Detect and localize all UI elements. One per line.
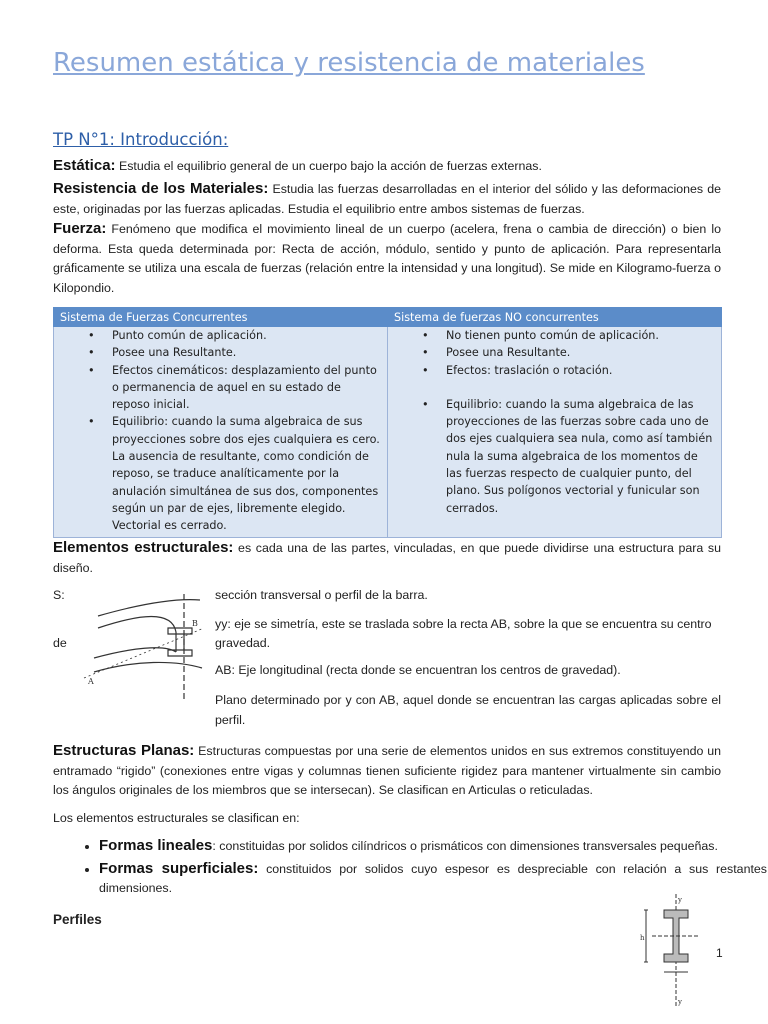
term-label: Estática: [53, 157, 116, 174]
force-systems-table [53, 307, 722, 538]
yy-text: yy: eje se simetría, este se traslada sobre la recta AB, sobre la que se encuentra su centro [215, 617, 712, 631]
document-title: Resumen estática y resistencia de materiales [53, 48, 645, 78]
list-spacer [446, 379, 715, 396]
ab-text: AB: Eje longitudinal (recta donde se encuentran los centros de gravedad). [215, 663, 621, 677]
definition-resistencia [53, 179, 721, 219]
table-header: Sistema de fuerzas NO concurrentes [388, 308, 722, 327]
svg-text:y: y [678, 998, 682, 1006]
tp-heading: TP N°1: Introducción: [53, 130, 229, 149]
list-item: • Posee una Resultante. [446, 344, 715, 361]
i-beam-profile-figure [638, 892, 702, 1010]
term-label: Estructuras Planas: [53, 742, 195, 759]
svg-text:A: A [88, 677, 94, 686]
gravedad-text: gravedad. [215, 636, 271, 650]
definition-text: Fenómeno que modifica el movimiento lineal de un cuerpo (acelera, frena o cambia de dirección) o bien lo deforma. Esta queda determinada por: Recta de acción, módulo, sentido y punto de aplicación. Para representarla gráficamente se utiliza una escala de fuerzas (relación entre la intensidad y una longitud). Se mide en Kilogramo-fuerza o Kilopondio. [53, 222, 721, 295]
svg-text:y: y [678, 896, 682, 904]
page-number: 1 [716, 946, 723, 960]
list-item: • Equilibrio: cuando la suma algebraica de sus proyecciones sobre dos ejes cualquiera es cero. La ausencia de resultante, como condición de reposo, se traduce analíticamente por la anulación simultánea de sus dos, componentes según un par de ejes, libremente elegido. Vectorial es cerrado. [112, 413, 381, 534]
definition-elementos [53, 538, 721, 578]
term-label: Fuerza: [53, 220, 107, 237]
list-item: • Efectos: traslación o rotación. [446, 362, 715, 379]
definition-estructuras [53, 741, 721, 801]
plano-text: Plano determinado por y con AB, aquel donde se encuentran las cargas aplicadas sobre el perfil. [215, 693, 721, 727]
s-text: sección transversal o perfil de la barra. [215, 588, 428, 602]
table-cell-no-concurrentes [388, 327, 722, 538]
table-header: Sistema de Fuerzas Concurrentes [54, 308, 388, 327]
svg-text:h: h [640, 934, 645, 942]
s-label: S: [53, 588, 65, 602]
list-item: • No tienen punto común de aplicación. [446, 327, 715, 344]
definition-text: constituidos por solidos cuyo espesor es despreciable con relación a sus restantes dimensiones. [99, 861, 767, 896]
list-item: • Efectos cinemáticos: desplazamiento del punto o permanencia de aquel en su estado de reposo inicial. [112, 362, 381, 414]
term-label: Formas lineales [99, 837, 213, 854]
de-label: de [53, 636, 67, 650]
definition-text: Estudia las fuerzas desarrolladas en el interior del sólido y las deformaciones de este, originadas por las fuerzas aplicadas. Estudia el equilibrio entre ambos sistemas de fuerzas. [53, 182, 721, 216]
definition-text: Estructuras compuestas por una serie de elementos unidos en sus extremos constituyendo un entramado “rigido” (conexiones entre vigas y columnas tienen suficiente rigidez para mantener virtualmente sin cambio los ángulos originales de los miembros que se intersecan). Se clasifican en Articulas o reticuladas. [53, 744, 722, 798]
term-label: Elementos estructurales: [53, 539, 234, 556]
list-item: • Equilibrio: cuando la suma algebraica de las proyecciones de las fuerzas sobre cada uno de dos ejes cualquiera sea nula, como así también nula la suma algebraica de los momentos de las fuerzas respecto de cualquier punto, del plano. Sus polígonos vectorial y funicular son cerrados. [446, 396, 715, 517]
svg-text:B: B [192, 619, 198, 628]
definition-text: es cada una de las partes, vinculadas, en que puede dividirse una estructura para su diseño. [53, 541, 721, 575]
perfiles-heading: Perfiles [53, 912, 102, 927]
definition-text: Estudia el equilibrio general de un cuerpo bajo la acción de fuerzas externas. [115, 159, 542, 173]
definition-estatica [53, 156, 721, 177]
clasifican-text: Los elementos estructurales se clasifican en: [53, 811, 300, 825]
table-cell-concurrentes [54, 327, 388, 538]
list-item: • Punto común de aplicación. [112, 327, 381, 344]
definition-fuerza [53, 219, 721, 298]
beam-section-figure [80, 588, 208, 706]
list-item [99, 836, 767, 857]
term-label: Formas superficiales: [99, 859, 259, 877]
definition-text: : constituidas por solidos cilíndricos o prismáticos con dimensiones transversales pequeñas. [212, 839, 718, 853]
term-label: Resistencia de los Materiales: [53, 180, 269, 197]
list-item: • Posee una Resultante. [112, 344, 381, 361]
